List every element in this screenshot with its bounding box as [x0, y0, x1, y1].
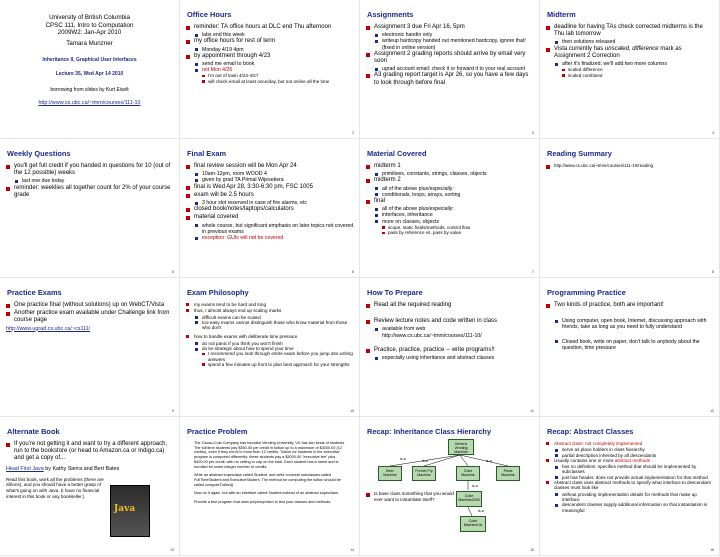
bullet: deadline for having TAs check corrected midterms is the Thu lab tomorrow [546, 24, 714, 38]
credit: borrowing from slides by Kurt Eiselt [50, 86, 129, 93]
bullet: final [366, 198, 534, 205]
sub-sub-bullet: I'm out of town 4/24-4/27 [186, 73, 354, 78]
slide-practice-problem [180, 417, 360, 556]
sub-bullet: partial description inherited by all descendants [546, 453, 714, 458]
bullet: A3 grading report target is Apr 26, so you have a few days to look through before final [366, 72, 534, 86]
bullet: final review session will be Mon Apr 24 [186, 163, 354, 170]
term: 2009W2: Jan-Apr 2010 [57, 29, 122, 37]
slide-assignments [360, 0, 540, 139]
slide-title-text: Material Covered [367, 149, 427, 158]
page-number: 3 [532, 131, 534, 135]
page-number: 12 [710, 409, 714, 413]
sub-bullet: interfaces, inheritance [366, 212, 534, 218]
book-cover-title: Java [114, 504, 136, 514]
page-number: 10 [350, 409, 354, 413]
text: mark as Assignment 2 Correction [554, 45, 682, 59]
slide-title [0, 0, 180, 139]
bullet [546, 458, 714, 463]
slide-alternate-book [0, 417, 180, 556]
slide-reading-summary [540, 139, 720, 278]
sub-bullet: primitives, constants, strings, classes, objects [366, 171, 534, 177]
slide-office-hours [180, 0, 360, 139]
sub-bullet: Using computer, open book, Internet, discussing approach with friends, take as long as you need to fully understand [546, 318, 714, 330]
bullet: Practice, practice, practice -- write programs!! [366, 347, 534, 354]
class-box-cokeua: Coke MachineUA [460, 516, 486, 532]
sub-sub-bullet: pass by reference vs. pass by value [366, 230, 534, 235]
text: Usually contains one or more [554, 457, 615, 463]
sub-bullet: writeup hardcopy handed out mentioned hardcopy, ignore that! (fixed in online version) [366, 38, 534, 50]
bullet: If you're not getting it and want to try a different approach, run to the bookstore (or head to Amazon.ca or Indigo.ca) and get a copy of... [6, 441, 174, 463]
bullet: Assignment 3 due Fri Apr 16, 5pm [366, 24, 534, 31]
sub-bullet: all of the above plus/especially: [366, 186, 534, 192]
course-name: CPSC 111, Intro to Computation [45, 21, 134, 29]
slide-title-text: Assignments [367, 10, 414, 19]
is-a-label: is-a [478, 509, 484, 513]
sub-bullet: difficult exams can be scaled [186, 315, 354, 320]
slide-title-text: How To Prepare [367, 288, 423, 297]
bullet [546, 441, 714, 446]
slide-final-exam [180, 139, 360, 278]
bullet: One practice final (without solutions) up on WebCT/Vista [6, 302, 174, 309]
slide-inheritance-hierarchy [360, 417, 540, 556]
reading-link[interactable]: http://www.cs.ubc.ca/~tmm/courses/111-10/reading [546, 163, 714, 168]
bullet: reminder: TA office hours at DLC end Thu afternoon [186, 24, 354, 31]
emphasis: unscaled, difference [604, 45, 659, 52]
sub-bullet: Closed book, write on paper, don't talk to anybody about the question, time pressure [546, 339, 714, 351]
is-a-label: is-a [422, 459, 428, 463]
sub-bullet: do be strategic about how to spend your time [186, 346, 354, 351]
page-number: 16 [710, 548, 714, 552]
slide-title-text: Reading Summary [547, 149, 612, 158]
sub-bullet: just has header, does not provide actual implementation for that method [546, 475, 714, 480]
hierarchy-lines [360, 417, 540, 556]
practice-exam-url[interactable]: http://www.ugrad.cs.ubc.ca/~cs111/ [6, 325, 91, 332]
slide-title-text: Practice Exams [7, 288, 62, 297]
bullet: closed book/notes/laptops/calculators [186, 206, 354, 213]
slide-abstract-classes [540, 417, 720, 556]
page-number: 13 [170, 548, 174, 552]
lecture-topic: Inheritance II, Graphical User Interfaces [42, 57, 137, 64]
is-a-label: is-a [472, 484, 478, 488]
course-url[interactable]: http://www.cs.ubc.ca/~tmm/courses/111-10 [38, 100, 141, 107]
sub-bullet: serve as place holders in class hierarchy [546, 447, 714, 452]
sub-bullet: conditionals, loops, arrays, sorting [366, 192, 534, 198]
page-number: 14 [350, 548, 354, 552]
problem-paragraph: Now do it again, but with an interface called Student instead of an abstract superclass. [194, 491, 339, 496]
slide-title-text: Alternate Book [7, 427, 60, 436]
bullet: reminder: weeklies all together count for 2% of your course grade [6, 185, 174, 199]
slide-practice-exams [0, 278, 180, 417]
slide-material-covered [360, 139, 540, 278]
slide-how-to-prepare [360, 278, 540, 417]
sub-bullet: 3 hour slot reserved in case of fire alarms, etc [186, 200, 354, 206]
page-number: 5 [172, 270, 174, 274]
page-number: 8 [712, 270, 714, 274]
slide-title-text: Midterm [547, 10, 576, 19]
university-name: University of British Columbia [49, 14, 130, 21]
sub-bullet: given by grad TA Primal Wijesekera [186, 177, 354, 183]
bullet: midterm 1 [366, 163, 534, 170]
emphasis: abstract methods [614, 457, 651, 463]
sub-bullet: ugrad account email: check it or forward it to your real account [366, 66, 534, 72]
question-bullet: Is base class something that you would ever want to instantiate itself? [366, 491, 456, 502]
bullet: thus, I almost always end up scaling marks [186, 308, 354, 313]
slide-title-text: Programming Practice [547, 288, 626, 297]
bullet: my exams tend to be hard and long [186, 302, 354, 307]
slide-title-text: Recap: Inheritance Class Hierarchy [367, 427, 492, 436]
sub-bullet: available from web [366, 326, 534, 332]
bullet: how to handle exams with deliberate time pressure [186, 334, 354, 339]
sub-bullet: do not panic if you think you won't finish [186, 341, 354, 346]
is-a-label: is-a [486, 459, 492, 463]
sub-bullet: after it's finalized, we'll add two more columns [546, 61, 714, 67]
class-box-pizza: Pizza Machine [496, 466, 520, 481]
class-box-french-fry: French Fry Machine [412, 466, 436, 481]
bullet: by appointment through 4/23 [186, 53, 354, 60]
sub-bullet: Monday 4/19 4pm [186, 47, 354, 53]
sub-bullet: then solutions released [546, 39, 714, 45]
bullet: Two kinds of practice, both are important! [546, 302, 714, 309]
book-title[interactable]: Head First Java [6, 465, 44, 472]
bullet: Read all the required reading [366, 302, 534, 309]
bullet: you'll get full credit if you handed in questions for 10 (out of the 12 possible) weeks [6, 163, 174, 177]
sub-bullet: without providing implementation details for methods that make up interface [546, 492, 714, 503]
page-number: 2 [352, 131, 354, 135]
class-box-generic: Generic Vending Machine [448, 439, 474, 455]
slide-title-text: Weekly Questions [7, 149, 71, 158]
sub-bullet: electronic handin only [366, 32, 534, 38]
sub-sub-bullet: scaled combined [546, 73, 714, 78]
sub-sub-bullet: will check email at least once/day, but not online all the time [186, 79, 354, 84]
slide-exam-philosophy [180, 278, 360, 417]
sub-bullet: too-easy exams cannot distinguish those who know material from those who don't [186, 320, 354, 331]
class-box-beer: Beer Machine [378, 466, 402, 481]
is-a-label: is-a [400, 457, 406, 461]
lecture-date: Lecture 35, Wed Apr 14 2010 [55, 70, 124, 77]
sub-bullet: especially using inheritance and abstract classes [366, 355, 534, 361]
sub-bullet: labs end this week [186, 32, 354, 38]
sub-bullet: exception: GUIs will not be covered [186, 235, 354, 241]
sub-bullet: 10am-12pm, room WOOD 4 [186, 171, 354, 177]
slide-programming-practice [540, 278, 720, 417]
bullet: material covered [186, 214, 354, 221]
author: Tamara Munzner [66, 39, 113, 47]
sub-bullet: more on classes, objects [366, 219, 534, 225]
sub-bullet: send me email to book [186, 61, 354, 67]
bullet: final is Wed Apr 28, 3:30-6:30 pm, FSC 1005 [186, 184, 354, 191]
class-box-coke: Coke Machine [456, 466, 480, 481]
text: Abstract class: not completely implemented [554, 441, 643, 446]
sub-bullet: not Mon 4/26 [186, 67, 354, 73]
problem-paragraph: Write an abstract superclass called Student, and write concrete subclasses called FullTimeStudent and ExecutiveStudent. The method for computing the tuition should be called computeTuition(). [194, 473, 341, 487]
slide-weekly-questions [0, 139, 180, 278]
slide-title-text: Practice Problem [187, 427, 248, 436]
bullet: Abstract class uses abstract methods to specify what interface to descendant classes must look like [546, 480, 714, 491]
bullet: my office hours for rest of term [186, 38, 354, 45]
sub-sub-bullet: I recommend you look through entire exam before you jump into writing answers [186, 351, 354, 362]
sub-bullet: descendent classes supply additional information so that instantiation is meaningful [546, 502, 714, 513]
bullet: exam will be 2.5 hours [186, 192, 354, 199]
class-box-coke2000: Coke Machine2000 [456, 491, 482, 507]
page-number: 11 [530, 409, 534, 413]
bullet: midterm 2 [366, 177, 534, 184]
sub-sub-bullet: spend a few minutes up front to plan best approach for your strengths [186, 362, 354, 367]
lecture-notes-url[interactable]: http://www.cs.ubc.ca/~tmm/courses/111-10/ [382, 332, 482, 339]
page-number: 15 [530, 548, 534, 552]
bullet: Assignment 2 grading reports should arrive by email very soon [366, 51, 534, 65]
book-description: Read this book, work all the problems (there are zillions), and you should have a better grasp of what's going on with Java. (I have no financial interest in this book or any bookseller.) [6, 476, 104, 499]
page-number: 6 [352, 270, 354, 274]
slide-title-text: Office Hours [187, 10, 232, 19]
problem-paragraph: The Cacao-Cola Company has founded Vending University. VU has two kinds of students. The full time students pay $350.00 per credit in tuition up to a maximum of $3000.00 (12 credits), even if they enroll in more than 12 credits. Tuition for students in the executive program is computed differently: these students pay a $3000.00 "executive fee" plus $400.00 per credit, with no ceiling or cap on the total. Each student has a name and is enrolled for some integer number of credits. [194, 441, 346, 469]
page-number: 7 [532, 270, 534, 274]
slide-title-text: Final Exam [187, 149, 227, 158]
bullet: Review lecture notes and code written in class [366, 318, 534, 325]
slide-title-text: Recap: Abstract Classes [547, 427, 634, 436]
bullet [546, 46, 714, 60]
page-number: 4 [712, 131, 714, 135]
text: Vista currently has [554, 45, 605, 52]
book-authors: by Kathy Sierra and Bert Bates [43, 465, 120, 472]
sub-bullet: whole course, but significant emphasis on later topics not covered in previous exams [186, 223, 354, 235]
slide-title-text: Exam Philosophy [187, 288, 249, 297]
sub-bullet: has no definition: specifies method that should be implemented by subclasses [546, 464, 714, 475]
problem-paragraph: Provide a test program that uses polymorphism to test your classes and methods. [194, 500, 332, 505]
page-number: 9 [172, 409, 174, 413]
book-cover-image [110, 485, 150, 537]
slide-midterm [540, 0, 720, 139]
sub-bullet: last one due today [6, 178, 174, 184]
sub-sub-bullet: scaled difference [546, 67, 714, 72]
sub-bullet: all of the above plus/especially: [366, 206, 534, 212]
sub-sub-bullet: scope, static fields/methods, control flow [366, 225, 534, 230]
bullet: Another practice exam available under Challenge link from course page [6, 310, 174, 324]
